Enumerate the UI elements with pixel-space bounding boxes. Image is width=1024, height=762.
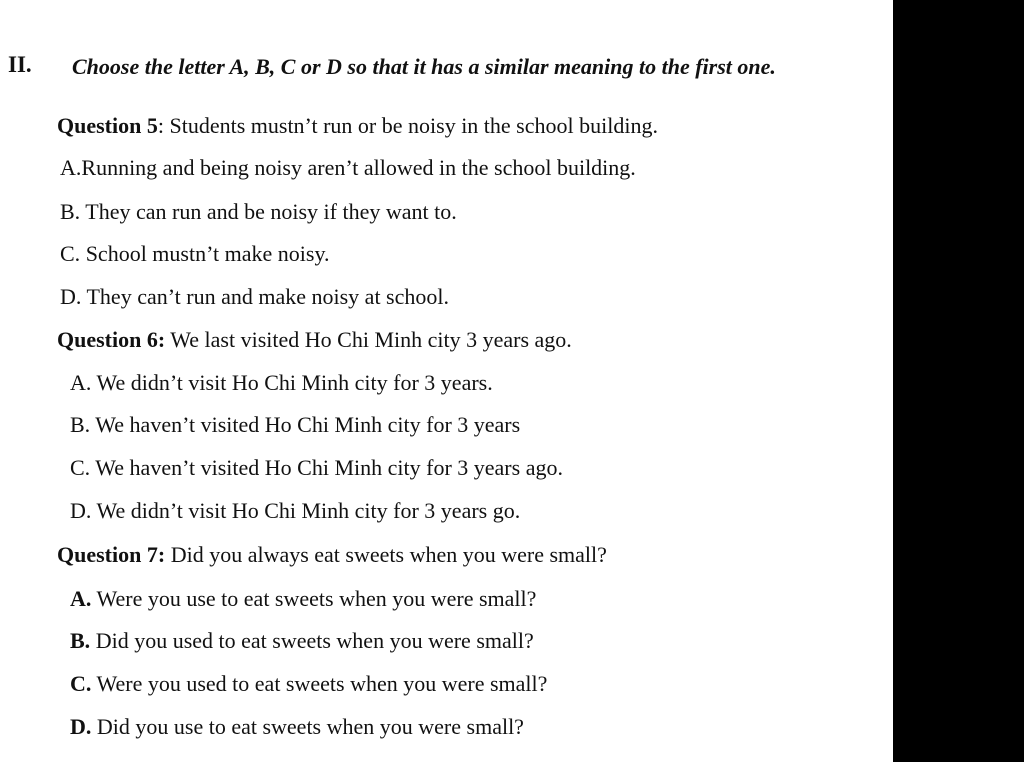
- section-instruction: Choose the letter A, B, C or D so that it has a similar meaning to the first one.: [72, 54, 776, 79]
- option-letter: A.: [70, 586, 92, 611]
- option-6b: [70, 412, 520, 438]
- option-5c: [60, 241, 330, 267]
- option-letter: C.: [70, 455, 91, 480]
- option-letter: B.: [70, 412, 91, 437]
- question-label-suffix: :: [157, 113, 164, 138]
- option-5b: [60, 199, 457, 225]
- section-number: II.: [8, 52, 32, 77]
- question-5: [57, 113, 658, 139]
- option-text: We haven’t visited Ho Chi Minh city for 3 years: [90, 412, 521, 437]
- option-text: Were you use to eat sweets when you were small?: [91, 586, 537, 611]
- option-letter: D.: [70, 714, 92, 739]
- option-5a: [60, 155, 636, 181]
- option-text: School mustn’t make noisy.: [80, 241, 330, 266]
- option-letter: D.: [60, 284, 82, 309]
- option-6c: [70, 455, 563, 481]
- question-7: [57, 542, 607, 568]
- question-label: Question 5: [57, 113, 158, 138]
- option-text: We didn’t visit Ho Chi Minh city for 3 years go.: [91, 498, 521, 523]
- option-text: We haven’t visited Ho Chi Minh city for 3 years ago.: [90, 455, 563, 480]
- option-text: Were you used to eat sweets when you were small?: [91, 671, 548, 696]
- option-text: Running and being noisy aren’t allowed in the school building.: [81, 155, 636, 180]
- question-label: Question 6:: [57, 327, 166, 352]
- option-7a: [70, 586, 536, 612]
- option-text: Did you used to eat sweets when you were small?: [90, 628, 534, 653]
- black-side-bar: [893, 0, 1024, 762]
- option-letter: C.: [60, 241, 81, 266]
- question-text: Students mustn’t run or be noisy in the school building.: [163, 113, 658, 138]
- option-text: Did you use to eat sweets when you were small?: [91, 714, 524, 739]
- option-text: We didn’t visit Ho Chi Minh city for 3 years.: [91, 370, 493, 395]
- question-text: Did you always eat sweets when you were small?: [165, 542, 607, 567]
- option-letter: B.: [60, 199, 81, 224]
- option-text: They can’t run and make noisy at school.: [81, 284, 449, 309]
- question-text: We last visited Ho Chi Minh city 3 years ago.: [165, 327, 572, 352]
- option-7d: [70, 714, 524, 740]
- option-letter: C.: [70, 671, 92, 696]
- option-5d: [60, 284, 449, 310]
- option-7b: [70, 628, 534, 654]
- question-label: Question 7:: [57, 542, 166, 567]
- option-text: They can run and be noisy if they want to.: [80, 199, 457, 224]
- question-6: [57, 327, 572, 353]
- option-6a: [70, 370, 493, 396]
- option-letter: B.: [70, 628, 91, 653]
- option-letter: D.: [70, 498, 92, 523]
- option-7c: [70, 671, 547, 697]
- option-letter: A.: [60, 155, 82, 180]
- option-6d: [70, 498, 520, 524]
- option-letter: A.: [70, 370, 92, 395]
